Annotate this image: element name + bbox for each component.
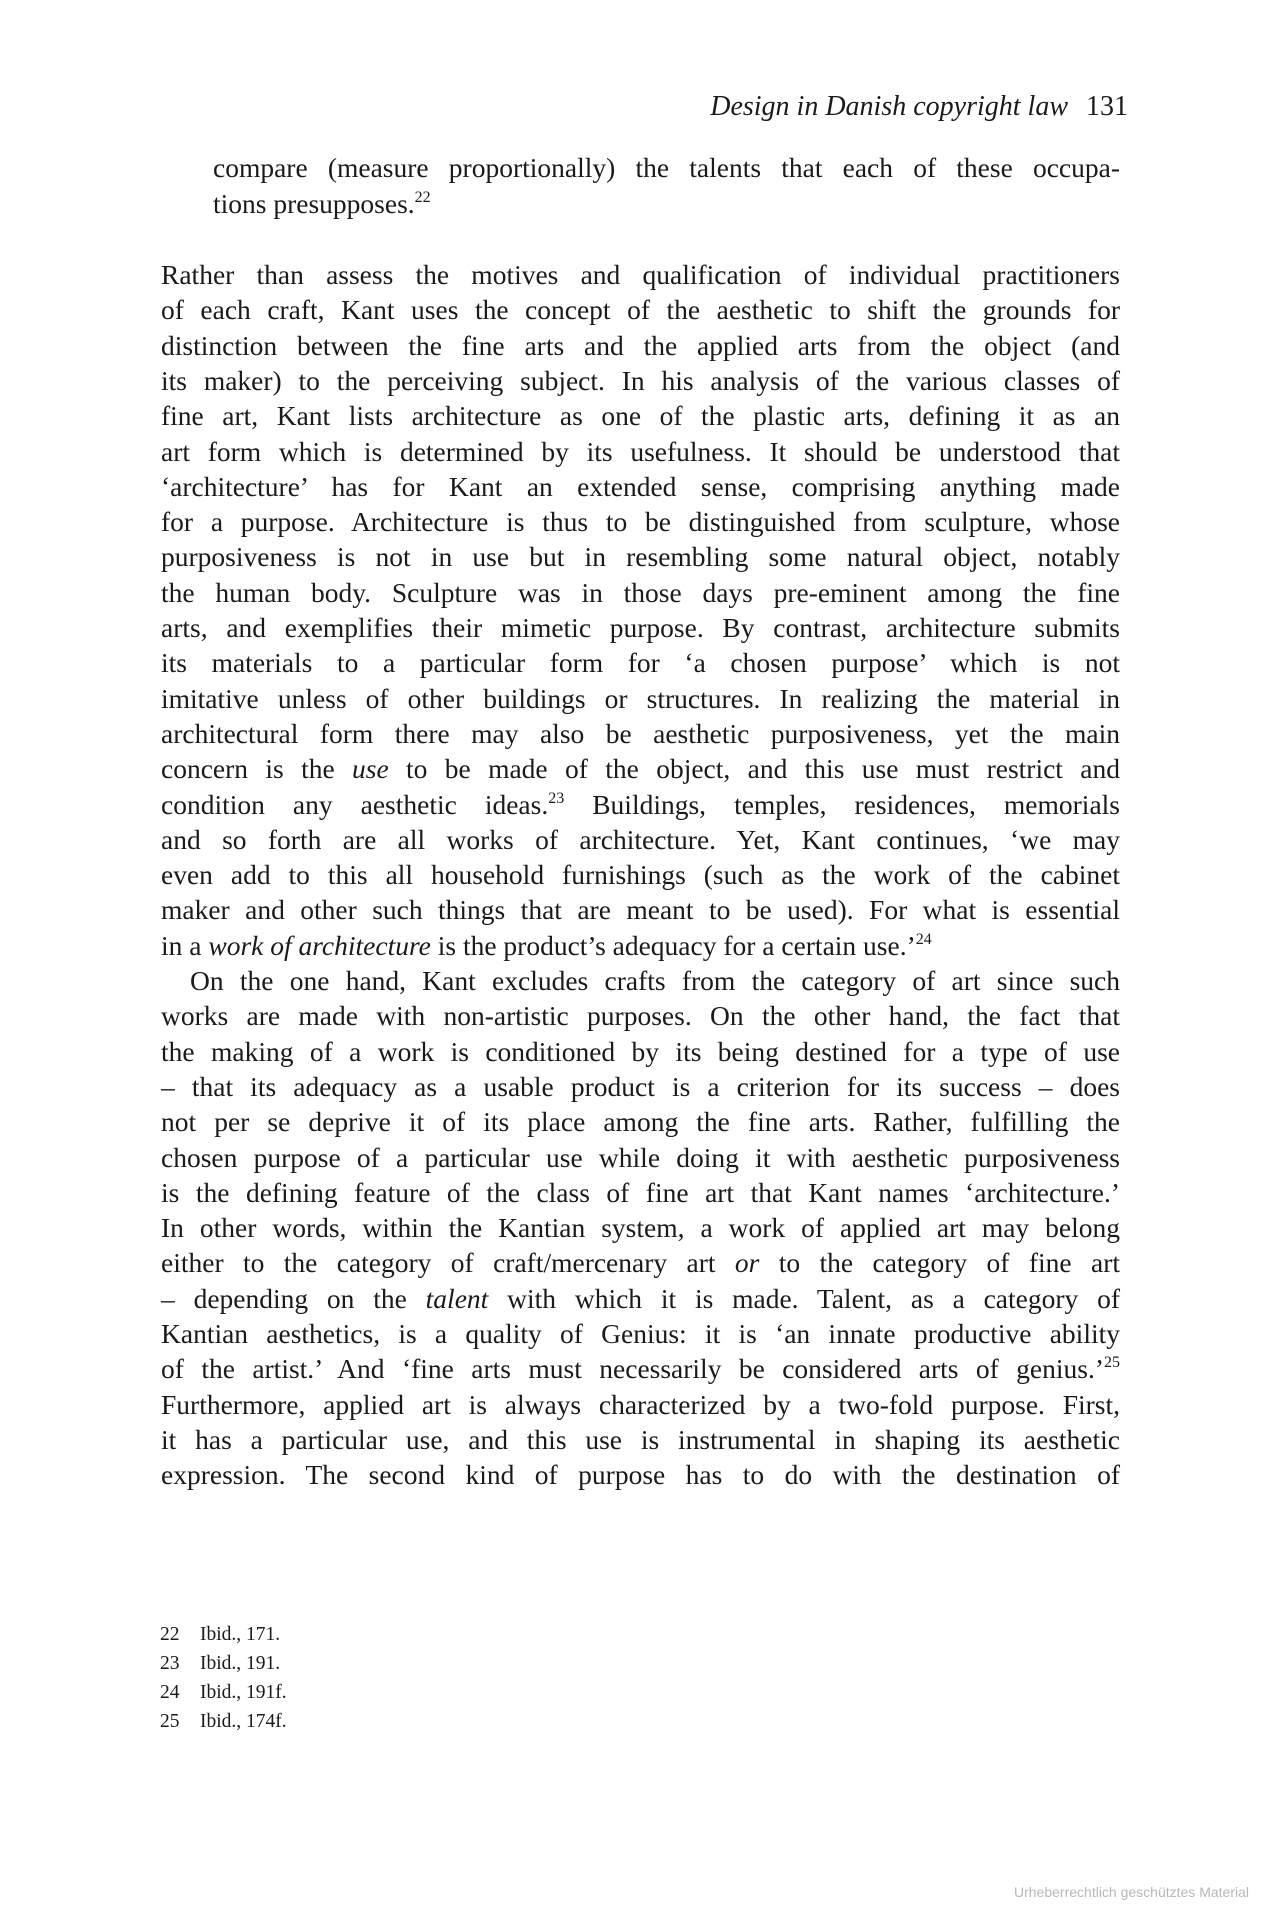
line-text: distinction between the fine arts and the applied arts from the object (and bbox=[161, 329, 1120, 361]
line-text: expression. The second kind of purpose has to do with the destination of bbox=[161, 1459, 1120, 1491]
line-text: concern is the bbox=[161, 753, 353, 785]
text-line bbox=[161, 1034, 1120, 1070]
text-line bbox=[161, 892, 1120, 928]
text-line bbox=[161, 469, 1120, 505]
text-line bbox=[190, 963, 1120, 999]
text-line bbox=[161, 257, 1120, 293]
line-text: condition any aesthetic ideas. bbox=[161, 788, 549, 820]
line-text: either to the category of craft/mercenary art bbox=[161, 1247, 735, 1279]
line-text: with which it is made. Talent, as a category of bbox=[488, 1282, 1120, 1314]
line-text: arts, and exemplifies their mimetic purpose. By contrast, architecture submits bbox=[161, 612, 1120, 643]
line-text: imitative unless of other buildings or structures. In realizing the material in bbox=[161, 682, 1120, 714]
text-line bbox=[161, 1387, 1120, 1423]
footnote-item bbox=[160, 1649, 280, 1678]
footnote-ref[interactable]: 24 bbox=[915, 930, 932, 948]
footnote-item bbox=[160, 1707, 287, 1736]
text-line bbox=[161, 1422, 1120, 1458]
quote-line bbox=[213, 150, 1120, 186]
text-line bbox=[161, 575, 1120, 611]
footnote-item bbox=[160, 1620, 280, 1649]
line-text: – that its adequacy as a usable product is a criterion for its success – does bbox=[161, 1070, 1120, 1102]
text-line bbox=[161, 1104, 1120, 1140]
line-text: to be made of the object, and this use must restrict and bbox=[388, 753, 1120, 785]
line-text: in a bbox=[161, 929, 209, 961]
line-text: of each craft, Kant uses the concept of the aesthetic to shift the grounds for bbox=[161, 294, 1120, 326]
text-line bbox=[161, 645, 1120, 681]
emphasis-text: use bbox=[352, 753, 389, 785]
running-head bbox=[710, 90, 1128, 124]
line-text: to the category of fine art bbox=[759, 1247, 1120, 1279]
text-line bbox=[161, 398, 1120, 434]
line-text: – depending on the bbox=[161, 1282, 426, 1314]
quote-text: compare (measure proportionally) the talents that each of these occupa- bbox=[213, 152, 1120, 183]
line-text: the human body. Sculpture was in those days pre-eminent among the fine bbox=[161, 576, 1120, 608]
text-line bbox=[161, 787, 1120, 823]
footnote-number: 25 bbox=[160, 1711, 180, 1732]
line-text: Furthermore, applied art is always characterized by a two-fold purpose. First, bbox=[161, 1388, 1120, 1420]
footnote-item bbox=[160, 1678, 287, 1707]
quote-line bbox=[213, 186, 1120, 222]
line-text: the making of a work is conditioned by its being destined for a type of use bbox=[161, 1035, 1120, 1067]
text-line bbox=[161, 857, 1120, 893]
text-line bbox=[161, 1140, 1120, 1176]
text-line bbox=[161, 1175, 1120, 1211]
line-text: and so forth are all works of architecture. Yet, Kant continues, ‘we may bbox=[161, 823, 1120, 855]
page-number: 131 bbox=[1086, 91, 1128, 122]
text-line bbox=[161, 610, 1120, 646]
watermark: Urheberrechtlich geschütztes Material bbox=[1014, 1884, 1249, 1900]
line-text: ‘architecture’ has for Kant an extended sense, comprising anything made bbox=[161, 470, 1120, 502]
text-line bbox=[161, 1069, 1120, 1105]
emphasis-text: talent bbox=[425, 1282, 489, 1314]
line-text: In other words, within the Kantian system, a work of applied art may belong bbox=[161, 1212, 1120, 1244]
footnote-number: 23 bbox=[160, 1653, 180, 1674]
text-line bbox=[161, 998, 1120, 1034]
text-line bbox=[161, 434, 1120, 470]
emphasis-text: or bbox=[734, 1247, 760, 1279]
line-text: fine art, Kant lists architecture as one of the plastic arts, defining it as an bbox=[161, 400, 1120, 432]
line-text: Kantian aesthetics, is a quality of Genius: it is ‘an innate productive ability bbox=[161, 1318, 1120, 1349]
line-text: its maker) to the perceiving subject. In his analysis of the various classes of bbox=[161, 364, 1120, 396]
line-text: even add to this all household furnishings (such as the work of the cabinet bbox=[161, 859, 1120, 891]
line-text: is the defining feature of the class of fine art that Kant names ‘architecture.’ bbox=[161, 1176, 1120, 1208]
line-text: architectural form there may also be aesthetic purposiveness, yet the main bbox=[161, 717, 1120, 749]
footnote-ref[interactable]: 25 bbox=[1104, 1354, 1120, 1372]
footnote-ref[interactable]: 22 bbox=[414, 189, 431, 206]
line-text: Rather than assess the motives and qualification of individual practitioners bbox=[161, 259, 1120, 290]
text-line bbox=[161, 1281, 1120, 1317]
emphasis-text: work of architecture bbox=[208, 929, 431, 961]
footnote-ref[interactable]: 23 bbox=[548, 789, 565, 807]
text-line bbox=[161, 716, 1120, 752]
line-text: its materials to a particular form for ‘a chosen purpose’ which is not bbox=[161, 647, 1120, 679]
text-line bbox=[161, 822, 1120, 858]
text-line bbox=[161, 292, 1120, 328]
text-line bbox=[161, 1210, 1120, 1246]
text-line bbox=[161, 328, 1120, 364]
text-line bbox=[161, 1351, 1120, 1387]
text-line bbox=[161, 504, 1120, 540]
line-text: not per se deprive it of its place among the fine arts. Rather, fulfilling the bbox=[161, 1106, 1120, 1138]
footnote-text: Ibid., 191. bbox=[200, 1653, 281, 1674]
line-text: it has a particular use, and this use is instrumental in shaping its aesthetic bbox=[161, 1423, 1120, 1455]
text-line bbox=[161, 751, 1120, 787]
text-line bbox=[161, 539, 1120, 575]
line-text: maker and other such things that are meant to be used). For what is essential bbox=[161, 894, 1120, 926]
footnote-text: Ibid., 191f. bbox=[200, 1682, 287, 1703]
line-text: for a purpose. Architecture is thus to be distinguished from sculpture, whose bbox=[161, 506, 1120, 538]
line-text: Buildings, temples, residences, memorials bbox=[564, 788, 1120, 820]
line-text: purposiveness is not in use but in resembling some natural object, notably bbox=[161, 541, 1120, 573]
line-text: of the artist.’ And ‘fine arts must necessarily be considered arts of genius.’ bbox=[161, 1353, 1104, 1385]
footnote-number: 22 bbox=[160, 1624, 180, 1645]
text-line bbox=[161, 1316, 1120, 1352]
line-text: is the product’s adequacy for a certain use.’ bbox=[430, 929, 916, 961]
footnote-text: Ibid., 171. bbox=[200, 1624, 281, 1645]
text-line bbox=[161, 681, 1120, 717]
text-line bbox=[161, 1245, 1120, 1281]
footnote-number: 24 bbox=[160, 1682, 180, 1703]
line-text: works are made with non-artistic purposes. On the other hand, the fact that bbox=[161, 1000, 1120, 1032]
text-line bbox=[161, 363, 1120, 399]
line-text: art form which is determined by its usefulness. It should be understood that bbox=[161, 435, 1120, 467]
running-title: Design in Danish copyright law bbox=[710, 91, 1068, 122]
text-line bbox=[161, 928, 1120, 964]
line-text: chosen purpose of a particular use while doing it with aesthetic purposiveness bbox=[161, 1141, 1120, 1173]
text-line bbox=[161, 1457, 1120, 1493]
quote-text: tions presupposes. bbox=[213, 188, 415, 219]
line-text: On the one hand, Kant excludes crafts from the category of art since such bbox=[190, 965, 1120, 996]
footnote-text: Ibid., 174f. bbox=[200, 1711, 287, 1732]
